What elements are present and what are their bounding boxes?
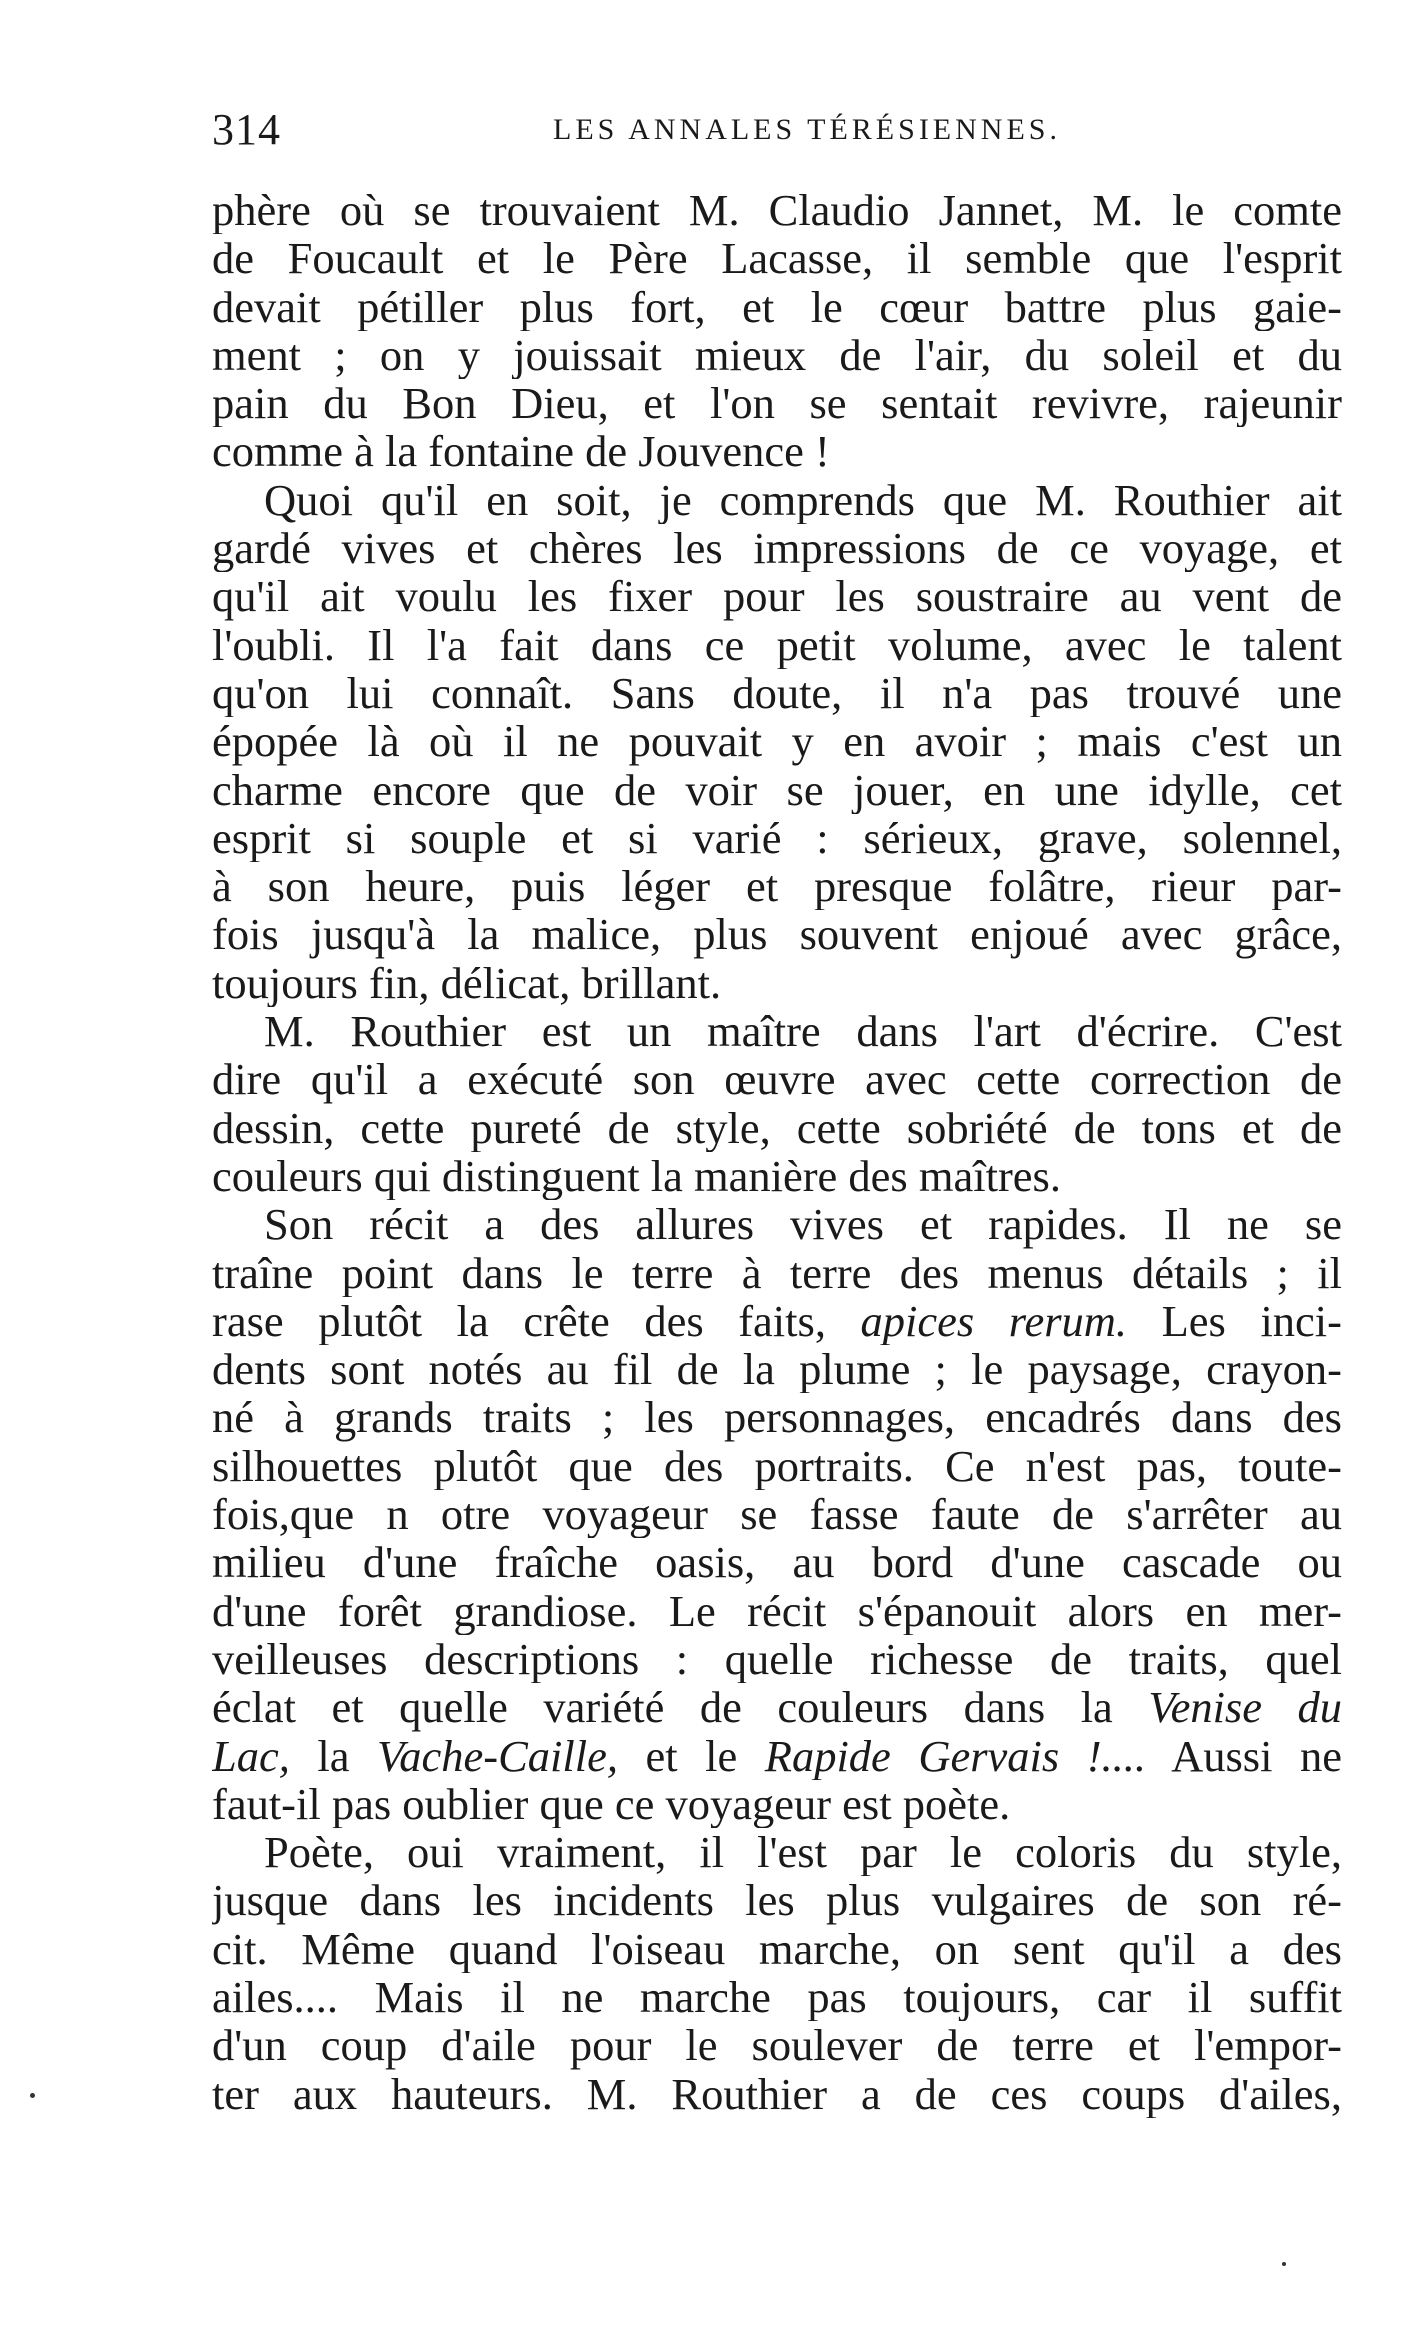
text-line: fois,que n otre voyageur se fasse faute de s'arrêter au	[212, 1490, 1342, 1539]
text-line: ter aux hauteurs. M. Routhier a de ces coups d'ailes,	[212, 2069, 1342, 2118]
running-title: LES ANNALES TÉRÉSIENNES.	[553, 113, 1061, 146]
ink-speck	[30, 2093, 35, 2098]
page-number: 314	[212, 105, 281, 154]
text-line: devait pétiller plus fort, et le cœur battre plus gaie-	[212, 282, 1342, 331]
text-line: l'oubli. Il l'a fait dans ce petit volume, avec le talent	[212, 620, 1342, 669]
text-line: jusque dans les incidents les plus vulgaires de son ré-	[212, 1876, 1342, 1925]
text-line: qu'il ait voulu les fixer pour les soustraire au vent de	[212, 572, 1342, 621]
italic-phrase: Vache-Caille,	[377, 1731, 618, 1780]
text-line: pain du Bon Dieu, et l'on se sentait revivre, rajeunir	[212, 379, 1342, 428]
text-line: traîne point dans le terre à terre des menus détails ; il	[212, 1248, 1342, 1297]
text-line: charme encore que de voir se jouer, en une idylle, cet	[212, 765, 1342, 814]
text-line: fois jusqu'à la malice, plus souvent enjoué avec grâce,	[212, 910, 1342, 959]
text-line	[212, 1297, 1342, 1345]
text-line: cit. Même quand l'oiseau marche, on sent qu'il a des	[212, 1924, 1342, 1973]
text-line: épopée là où il ne pouvait y en avoir ; mais c'est un	[212, 717, 1342, 766]
text-line: dire qu'il a exécuté son œuvre avec cette correction de	[212, 1055, 1342, 1104]
text-line: ailes.... Mais il ne marche pas toujours, car il suffit	[212, 1972, 1342, 2022]
text-line: M. Routhier est un maître dans l'art d'écrire. C'est	[264, 1007, 1342, 1056]
text-line: dents sont notés au fil de la plume ; le paysage, crayon-	[212, 1345, 1342, 1394]
text-line: faut-il pas oublier que ce voyageur est poète.	[212, 1779, 1011, 1829]
italic-phrase: Venise du	[1148, 1683, 1342, 1732]
text-line: Poète, oui vraiment, il l'est par le coloris du style,	[264, 1828, 1342, 1877]
text-line: né à grands traits ; les personnages, encadrés dans des	[212, 1393, 1342, 1442]
text-line: comme à la fontaine de Jouvence !	[212, 427, 830, 476]
italic-phrase: Lac,	[212, 1731, 290, 1780]
text-line: phère où se trouvaient M. Claudio Jannet, M. le comte	[212, 186, 1342, 235]
italic-phrase: apices rerum.	[860, 1296, 1128, 1346]
text-line: d'un coup d'aile pour le soulever de terre et l'empor-	[212, 2021, 1342, 2070]
text-line: veilleuses descriptions : quelle richesse de traits, quel	[212, 1634, 1342, 1684]
text-segment: Aussi ne	[1146, 1731, 1342, 1780]
ink-speck	[1282, 2262, 1286, 2266]
page-header	[212, 100, 1342, 160]
body-text	[212, 186, 1342, 2118]
text-line: à son heure, puis léger et presque folâtre, rieur par-	[212, 862, 1342, 911]
text-line: dessin, cette pureté de style, cette sobriété de tons et de	[212, 1103, 1342, 1152]
text-line	[212, 1683, 1342, 1731]
text-line: toujours fin, délicat, brillant.	[212, 958, 722, 1008]
text-segment: rase plutôt la crête des faits,	[212, 1296, 861, 1346]
text-line: qu'on lui connaît. Sans doute, il n'a pas trouvé une	[212, 668, 1342, 718]
text-line: de Foucault et le Père Lacasse, il semble que l'esprit	[212, 234, 1342, 283]
text-line	[212, 1732, 1342, 1780]
text-line: gardé vives et chères les impressions de ce voyage, et	[212, 524, 1342, 573]
text-line: milieu d'une fraîche oasis, au bord d'une cascade ou	[212, 1538, 1342, 1587]
text-segment: éclat et quelle variété de couleurs dans la	[212, 1683, 1149, 1732]
text-line: ment ; on y jouissait mieux de l'air, du soleil et du	[212, 330, 1342, 380]
text-line: couleurs qui distinguent la manière des maîtres.	[212, 1151, 1061, 1201]
text-segment: Les inci-	[1127, 1296, 1342, 1346]
text-segment: et le	[618, 1731, 765, 1780]
text-line: Quoi qu'il en soit, je comprends que M. Routhier ait	[264, 475, 1342, 525]
italic-phrase: Rapide Gervais !....	[764, 1731, 1147, 1780]
text-segment: la	[289, 1731, 378, 1780]
text-line: esprit si souple et si varié : sérieux, grave, solennel,	[212, 813, 1342, 863]
text-line: Son récit a des allures vives et rapides. Il ne se	[264, 1200, 1342, 1249]
text-line: d'une forêt grandiose. Le récit s'épanouit alors en mer-	[212, 1586, 1342, 1635]
text-line: silhouettes plutôt que des portraits. Ce n'est pas, toute-	[212, 1441, 1342, 1491]
